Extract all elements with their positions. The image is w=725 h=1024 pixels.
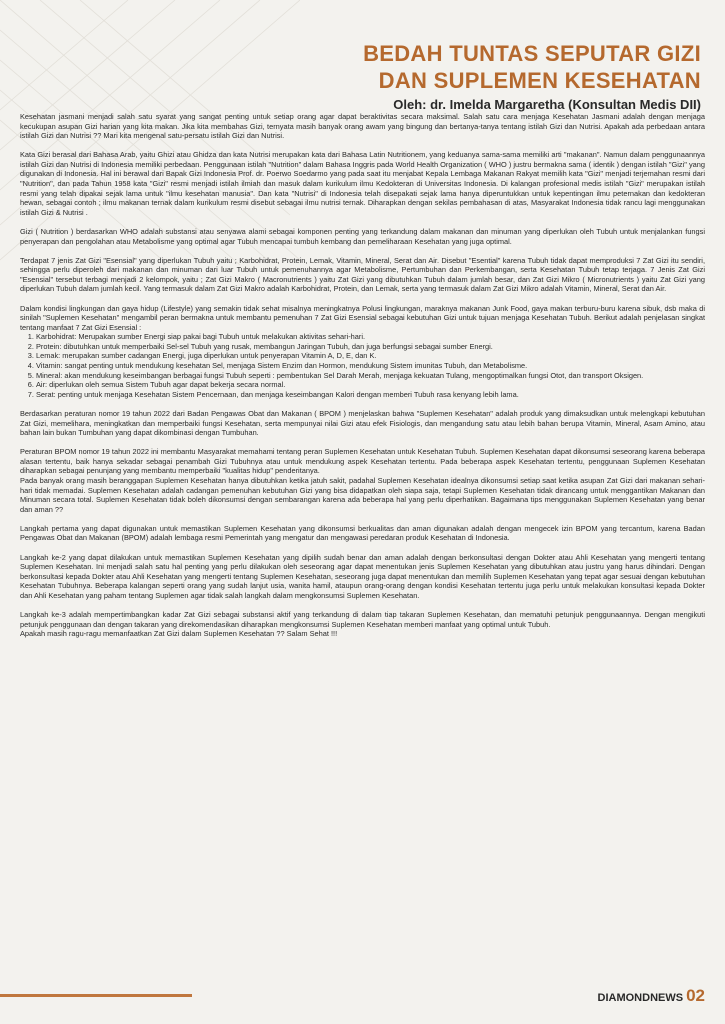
paragraph-step-3: Langkah ke-3 adalah mempertimbangkan kadar Zat Gizi sebagai substansi aktif yang terkandung di dalam tiap takaran Suplemen Kesehatan, dan mematuhi petunjuk penggunaannya. Dengan mengikuti petunjuk penggunaan dan dengan takaran yang direkomendasikan diharapkan mengkonsumsi Suplemen Kesehatan memberi manfaat yang optimal untuk Tubuh. [20, 610, 705, 629]
paragraph-bpom-definition: Berdasarkan peraturan nomor 19 tahun 2022 dari Badan Pengawas Obat dan Makanan ( BPOM ) menjelaskan bahwa "Suplemen Kesehatan" adalah produk yang dimaksudkan untuk melengkapi kebutuhan Zat Gizi, memelihara, meningkatkan dan memperbaiki fungsi Kesehatan, serta mempunyai nilai Gizi atau efek Fisiologis, dan mengandung satu atau lebih bahan berupa Vitamin, Mineral, Asam Amino, atau bahan lain bukan Tumbuhan yang dapat dikombinasi dengan Tumbuhan. [20, 408, 705, 438]
paragraph-lifestyle: Dalam kondisi lingkungan dan gaya hidup (Lifestyle) yang semakin tidak sehat misalnya meningkatnya Polusi lingkungan, maraknya makanan Junk Food, gaya makan terburu-buru karena sibuk, dsb maka di sinilah "Suplemen Kesehatan" mengambil peran bermakna untuk membantu pemenuhan 7 Zat Gizi Esensial sebagai kebutuhan Gizi untuk tujuan menjaga Kesehatan Tubuh. Berikut adalah penjelasan singkat tentang manfaat 7 Zat Gizi Esensial : [20, 303, 705, 332]
list-item: 5. Mineral: akan mendukung keseimbangan berbagai fungsi Tubuh seperti : pembentukan Sel Darah Merah, menjaga kekuatan Tulang, mengoptimalkan fungsi Otot, dan transport Oksigen. [36, 371, 705, 381]
page-number: 02 [686, 986, 705, 1005]
title-line-2: DAN SUPLEMEN KESEHATAN [378, 68, 701, 93]
footer-accent-bar [0, 994, 192, 997]
list-item: 2. Protein: dibutuhkan untuk memperbaiki Sel-sel Tubuh yang rusak, membangun Jaringan Tubuh, dan juga berfungsi sebagai sumber Energi. [36, 342, 705, 352]
list-item: 7. Serat: penting untuk menjaga Kesehatan Sistem Pencernaan, dan menjaga keseimbangan Kalori dengan memberi Tubuh rasa kenyang lebih lama. [36, 390, 705, 400]
paragraph-step-2: Langkah ke-2 yang dapat dilakukan untuk memastikan Suplemen Kesehatan yang dipilih sudah benar dan aman adalah dengan berkonsultasi dengan Dokter atau Ahli Kesehatan yang mengerti tentang Suplemen Kesehatan. Ini menjadi salah satu hal penting yang perlu dilakukan oleh seseorang agar dapat menentukan jenis Suplemen Kesehatan yang dibutuhkan atau justru yang harus dihindari. Dengan berkonsultasi kepada Dokter atau Ahli Kesehatan yang mengerti tentang Suplemen Kesehatan, seseorang juga dapat menentukan dan memilih Suplemen Kesehatan yang tepat agar sesuai dengan kebutuhan Kesehatan Tubuhnya. Beberapa kalangan seperti orang yang sudah lanjut usia, wanita hamil, ataupun orang-orang dengan kondisi Kesehatan tertentu juga perlu untuk melakukan konsultasi kepada Dokter dan Ahli Kesehatan yang paham tentang Suplemen agar tidak salah langkah dalam mengkonsumsi Suplemen Kesehatan. [20, 552, 705, 600]
article-body [20, 112, 705, 648]
page-footer [598, 986, 705, 1006]
list-item: 4. Vitamin: sangat penting untuk mendukung kesehatan Sel, menjaga Sistem Enzim dan Hormon, mendukung Sistem imunitas Tubuh, dan Metabolisme. [36, 361, 705, 371]
author-byline: Oleh: dr. Imelda Margaretha (Konsultan Medis DII) [393, 97, 701, 112]
paragraph-step-1: Langkah pertama yang dapat digunakan untuk memastikan Suplemen Kesehatan yang dikonsumsi berkualitas dan aman digunakan adalah dengan mengecek izin BPOM yang tercantum, karena Badan Pengawas Obat dan Makanan (BPOM) adalah lembaga resmi Pemerintah yang mengatur dan mengawasi peredaran produk Kesehatan di Indonesia. [20, 523, 705, 543]
paragraph-closing: Apakah masih ragu-ragu memanfaatkan Zat Gizi dalam Suplemen Kesehatan ?? Salam Sehat !!! [20, 629, 338, 639]
paragraph-bpom-regulation: Peraturan BPOM nomor 19 tahun 2022 ini membantu Masyarakat memahami tentang peran Suplemen Kesehatan untuk Kesehatan Tubuh. Suplemen Kesehatan dapat dikonsumsi seseorang karena beberapa alasan tertentu, baik hanya sekadar sebagai penambah Gizi Tubuhnya atau untuk mendukung aspek Kesehatan tertentu. Pada beberapa aspek Kesehatan tertentu, penggunaan Suplemen Kesehatan diharapkan sebagai penunjang yang membantu memperbaiki "kualitas hidup" penderitanya. [20, 447, 705, 476]
list-item: 6. Air: diperlukan oleh semua Sistem Tubuh agar dapat bekerja secara normal. [36, 380, 705, 390]
paragraph-supplement-misconception: Pada banyak orang masih beranggapan Suplemen Kesehatan hanya dibutuhkan ketika jatuh sakit, padahal Suplemen Kesehatan idealnya dikonsumsi setiap saat ketika asupan Zat Gizi dari makanan sehari-hari tidak memadai. Suplemen Kesehatan adalah cadangan pemenuhan kebutuhan Gizi yang bisa didapatkan oleh siapa saja, tetapi Suplemen Kesehatan tidak dirancang untuk menggantikan Makanan dan Minuman secara total. Suplemen Kesehatan tidak boleh dikonsumsi dengan sembarangan karena ada beberapa hal yang perlu diperhatikan. Bagaimana tips menggunakan Suplemen Kesehatan yang benar dan aman ?? [20, 476, 705, 514]
nutrient-list [20, 332, 705, 399]
title-line-1: BEDAH TUNTAS SEPUTAR GIZI [363, 41, 701, 66]
list-item: 3. Lemak: merupakan sumber cadangan Energi, juga diperlukan untuk penyerapan Vitamin A, D, E, dan K. [36, 351, 705, 361]
paragraph-intro: Kesehatan jasmani menjadi salah satu syarat yang sangat penting untuk setiap orang agar dapat beraktivitas secara maksimal. Salah satu cara menjaga Kesehatan Jasmani adalah dengan menjaga kecukupan asupan Gizi harian yang kita makan. Jika kita membahas Gizi, ternyata masih banyak orang awam yang bingung dan bertanya-tanya tentang istilah Gizi dan Nutrisi. Apakah ada perbedaan antara istilah Gizi dan Nutrisi ?? Mari kita mengenal satu-persatu istilah Gizi dan Nutrisi. [20, 112, 705, 141]
paragraph-seven-nutrients: Terdapat 7 jenis Zat Gizi "Esensial" yang diperlukan Tubuh yaitu ; Karbohidrat, Protein, Lemak, Vitamin, Mineral, Serat dan Air. Disebut "Esential" karena Tubuh tidak dapat memproduksi 7 Zat Gizi itu sendiri, sehingga perlu diperoleh dari makanan dan minuman dari luar Tubuh untuk pemenuhannya agar Metabolisme, Pertumbuhan dan Perkembangan, serta Kesehatan Tubuh tetap terjaga. 7 Jenis Zat Gizi "Esensial" tersebut terbagi menjadi 2 kelompok, yaitu ; Zat Gizi Makro ( Macronutrients ) yaitu Zat Gizi yang dibutuhkan Tubuh dalam jumlah besar, dan Zat Gizi Mikro ( Micronutrients ) yaitu Zat Gizi yang diperlukan Tubuh dalam jumlah kecil. Yang termasuk dalam Zat Gizi Makro adalah Karbohidrat, Protein, dan Lemak, serta yang termasuk dalam Zat Gizi Mikro adalah Vitamin, Mineral, Serat dan Air. [20, 255, 705, 294]
paragraph-who-definition: Gizi ( Nutrition ) berdasarkan WHO adalah substansi atau senyawa alami sebagai komponen penting yang terkandung dalam makanan dan minuman yang diperlukan oleh Tubuh untuk menjalankan fungsi penyerapan dan pengolahan atau Metabolisme yang optimal agar Tubuh mencapai tumbuh kembang dan pemeliharaan Kesehatan yang juga optimal. [20, 226, 705, 246]
article-header [141, 40, 701, 112]
paragraph-gizi-origin: Kata Gizi berasal dari Bahasa Arab, yaitu Ghizi atau Ghidza dan kata Nutrisi merupakan kata dari Bahasa Latin Nutritionem, yang keduanya sama-sama memiliki arti "makanan". Namun dalam penggunaannya istilah Gizi dan Nutrisi di Indonesia memiliki perbedaan. Penggunaan istilah "Nutrition" dalam Bahasa Inggris pada World Health Organization ( WHO ) justru bermakna sama ( identik ) dengan istilah "Gizi" yang digunakan di Indonesia. Hal ini berawal dari Bapak Gizi Indonesia Prof. dr. Poerwo Soedarmo yang pada saat itu menjabat Kepala Lembaga Makanan Rakyat memilih kata "Gizi" menjadi terjemahan resmi dari "Nutrition", dan pada Tahun 1958 kata "Gizi" resmi menjadi istilah ilmiah dan masuk dalam kurikulum ilmu Kedokteran di Universitas Indonesia. Di kalangan profesional medis istilah "Gizi" merupakan istilah resmi yang telah dipakai sejak lama untuk "ilmu kesehatan manusia". Dan kata "Nutrisi" di Indonesia telah disepakati sejak lama hanya diperuntukkan untuk kepentingan ilmu peternakan dan kedokteran hewan, sebagai contoh ; ilmu makanan ternak dalam kurikulum resmi disebut sebagai ilmu nutrisi ternak. Diharapkan dengan sekilas pembahasan di atas, Masyarakat Indonesia tidak rancu lagi menggunakan istilah Gizi & Nutrisi . [20, 150, 705, 217]
list-item: 1. Karbohidrat: Merupakan sumber Energi siap pakai bagi Tubuh untuk melakukan aktivitas sehari-hari. [36, 332, 705, 342]
footer-brand: DIAMONDNEWS [597, 992, 684, 1004]
